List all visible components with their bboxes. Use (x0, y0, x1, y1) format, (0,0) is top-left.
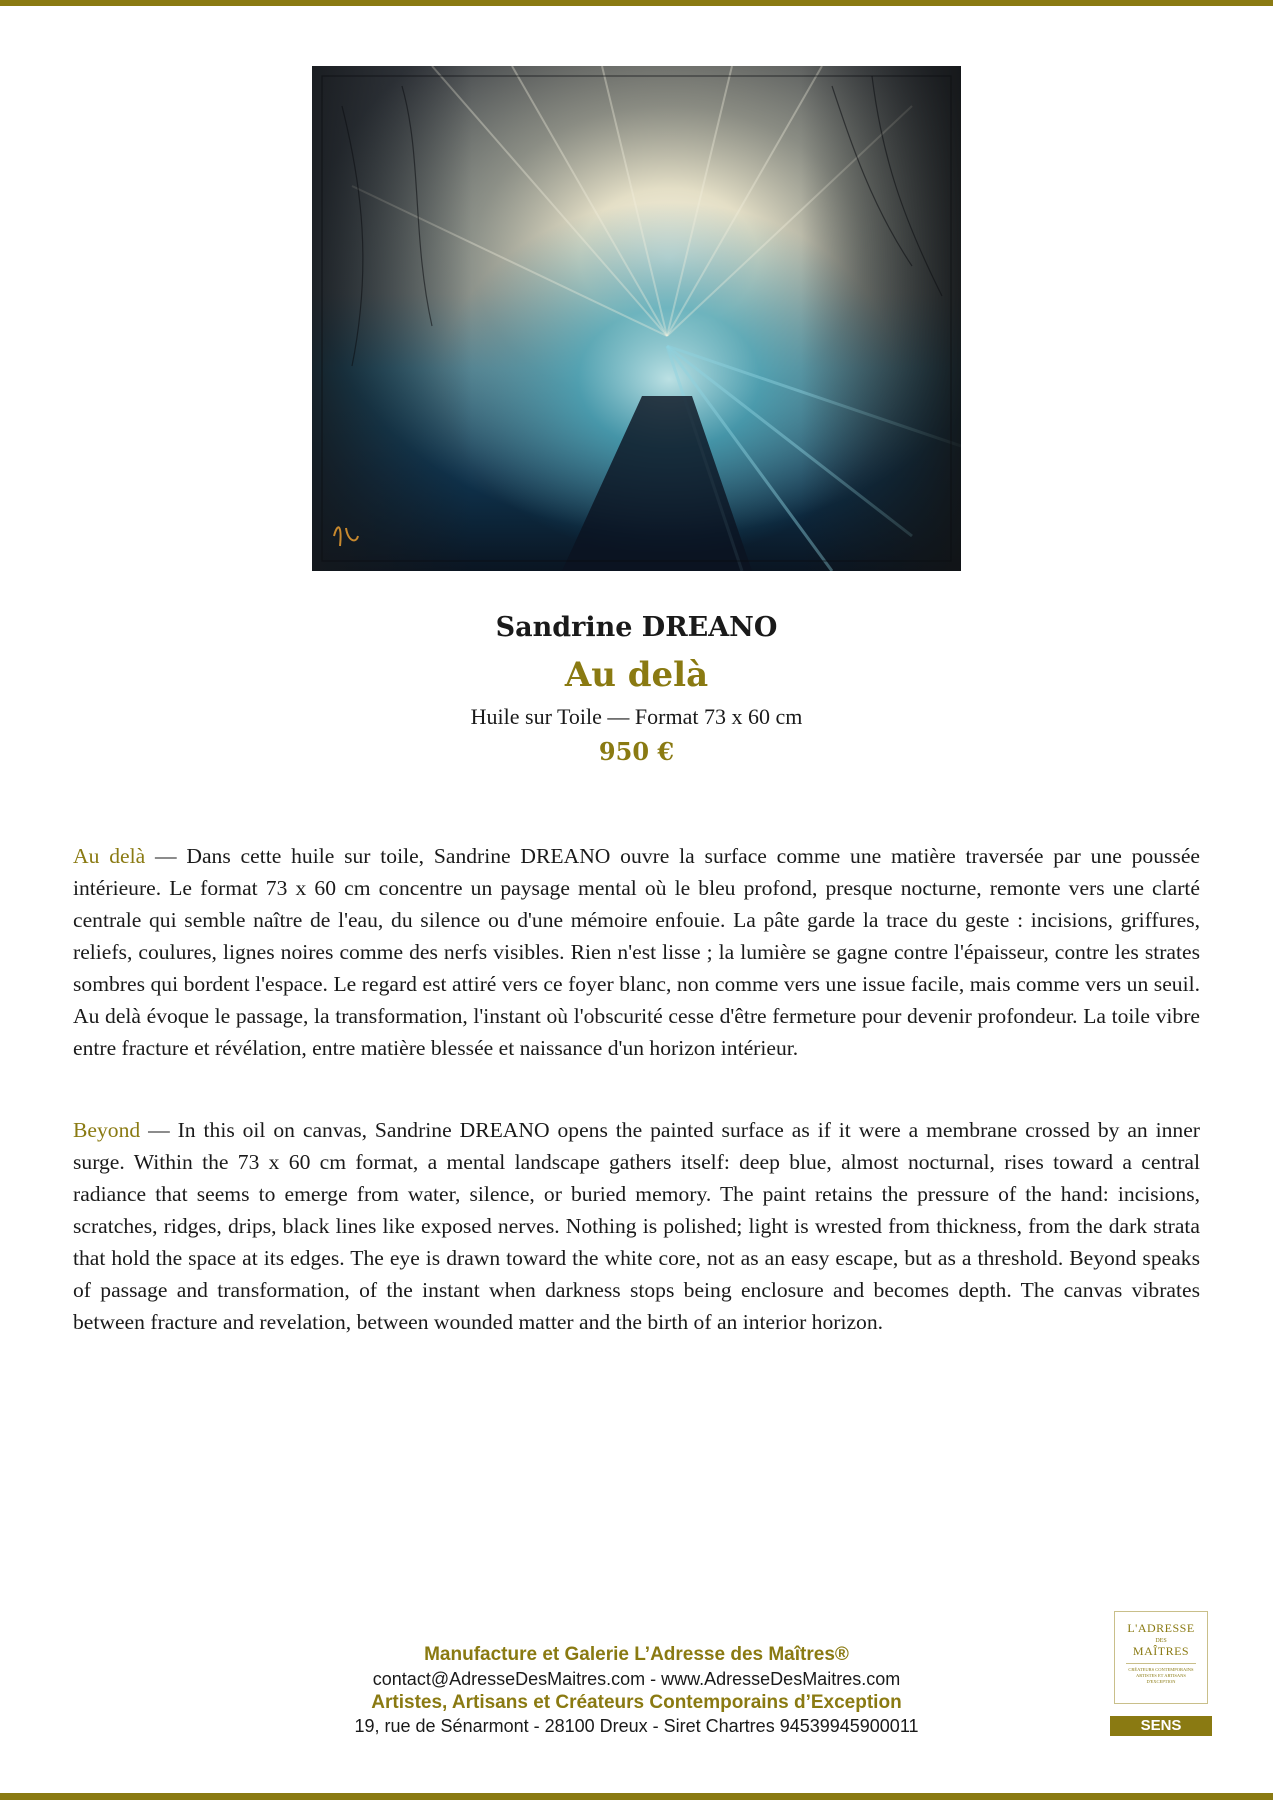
sens-badge: SENS (1110, 1716, 1212, 1736)
artwork-title: Au delà (564, 655, 709, 695)
artwork-medium: Huile sur Toile — Format 73 x 60 cm (470, 704, 803, 729)
logo-line-4: CRÉATEURS CONTEMPORAINS ARTISTES ET ARTISANS D'EXCEPTION (1128, 1667, 1194, 1684)
description-fr-text: — Dans cette huile sur toile, Sandrine DREANO ouvre la surface comme une matière traversée par une poussée intérieure. Le format 73 x 60 cm concentre un paysage mental où le bleu profond, presque nocturne, remonte vers une clarté centrale qui semble naître de l'eau, du silence ou d'une mémoire enfouie. La pâte garde la trace du geste : incisions, griffures, reliefs, coulures, lignes noires comme des nerfs visibles. Rien n'est lisse ; la lumière se gagne contre l'épaisseur, contre les strates sombres qui bordent l'espace. Le regard est attiré vers ce foyer blanc, non comme vers une issue facile, mais comme vers un seuil. Au delà évoque le passage, la transformation, l'instant où l'obscurité cesse d'être fermeture pour devenir profondeur. La toile vibre entre fracture et révélation, entre matière blessée et naissance d'un horizon intérieur. (73, 844, 1200, 1060)
description-fr-lead: Au delà (73, 844, 146, 868)
logo-line-2: DES (1155, 1638, 1167, 1644)
description-en-text: — In this oil on canvas, Sandrine DREANO opens the painted surface as if it were a membrane crossed by an inner surge. Within the 73 x 60 cm format, a mental landscape gathers itself: deep blue, almost nocturnal, rises toward a central radiance that seems to emerge from water, silence, or buried memory. The paint retains the pressure of the hand: incisions, scratches, ridges, drips, black lines like exposed nerves. Nothing is polished; light is wrested from thickness, from the dark strata that hold the space at its edges. The eye is drawn toward the white core, not as an easy escape, but as a threshold. Beyond speaks of passage and transformation, of the instant when darkness stops being enclosure and becomes depth. The canvas vibrates between fracture and revelation, between wounded matter and the birth of an interior horizon. (73, 1118, 1200, 1334)
logo-line-1: L'ADRESSE (1127, 1621, 1195, 1635)
logo-divider (1126, 1663, 1196, 1664)
logo-line-3: MAÎTRES (1132, 1644, 1190, 1658)
artwork-image (312, 66, 961, 571)
description-en-lead: Beyond (73, 1118, 141, 1142)
description-fr (73, 840, 1200, 1064)
artwork-price: 950 € (598, 737, 675, 766)
top-border (0, 0, 1273, 6)
gallery-logo (1114, 1611, 1208, 1704)
artist-name: Sandrine DREANO (495, 612, 778, 643)
footer-contact[interactable]: contact@AdresseDesMaitres.com - www.AdresseDesMaitres.com (372, 1669, 901, 1689)
footer-address: 19, rue de Sénarmont - 28100 Dreux - Siret Chartres 94539945900011 (354, 1716, 919, 1736)
footer-gallery-name: Manufacture et Galerie L’Adresse des Maîtres® (424, 1644, 849, 1665)
footer-tagline: Artistes, Artisans et Créateurs Contemporains d’Exception (371, 1692, 902, 1713)
bottom-border (0, 1793, 1273, 1800)
description-en (73, 1114, 1200, 1338)
